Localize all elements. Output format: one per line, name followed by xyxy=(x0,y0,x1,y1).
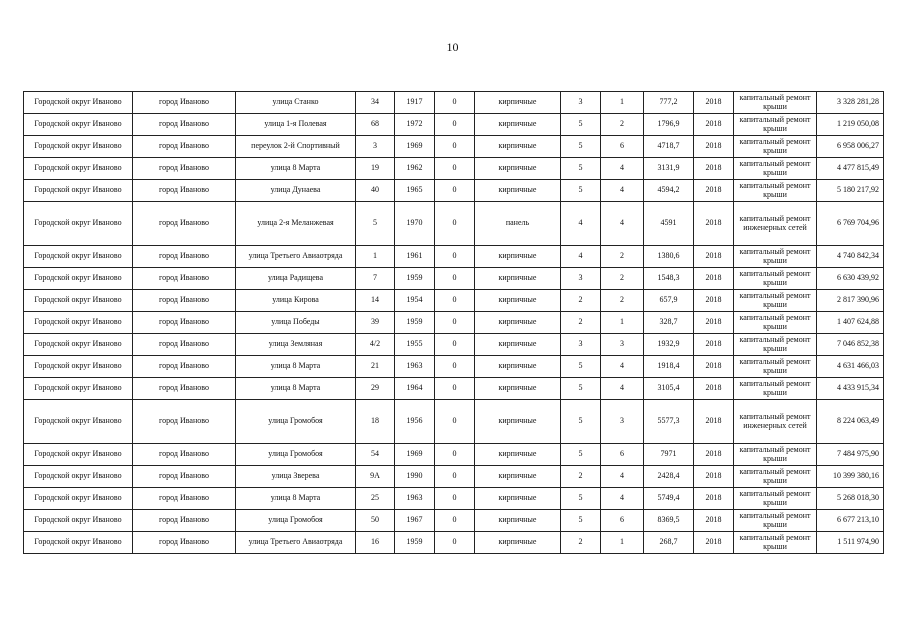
cell-entrances: 4 xyxy=(601,466,644,488)
cell-street: улица Громобоя xyxy=(236,510,356,532)
cell-year-built: 1965 xyxy=(395,180,435,202)
cell-house-number: 54 xyxy=(356,444,395,466)
cell-year-built: 1964 xyxy=(395,378,435,400)
cell-plan-year: 2018 xyxy=(694,466,734,488)
cell-cost: 6 769 704,96 xyxy=(817,202,884,246)
cell-entrances: 4 xyxy=(601,180,644,202)
cell-cost: 5 268 018,30 xyxy=(817,488,884,510)
cell-street: улица Громобоя xyxy=(236,444,356,466)
cell-settlement: город Иваново xyxy=(133,136,236,158)
cell-plan-year: 2018 xyxy=(694,290,734,312)
cell-wall-material: кирпичные xyxy=(475,180,561,202)
table-row xyxy=(24,158,884,180)
cell-area: 5749,4 xyxy=(644,488,694,510)
cell-settlement: город Иваново xyxy=(133,510,236,532)
cell-municipality: Городской округ Иваново xyxy=(24,136,133,158)
cell-cost: 4 433 915,34 xyxy=(817,378,884,400)
cell-work-type: капитальный ремонт крыши xyxy=(734,378,817,400)
cell-house-number: 68 xyxy=(356,114,395,136)
cell-plan-year: 2018 xyxy=(694,92,734,114)
cell-floors: 5 xyxy=(561,488,601,510)
cell-entrances: 4 xyxy=(601,158,644,180)
cell-floors: 2 xyxy=(561,532,601,554)
cell-plan-year: 2018 xyxy=(694,334,734,356)
cell-street: улица 1-я Полевая xyxy=(236,114,356,136)
table-row xyxy=(24,356,884,378)
cell-area: 1932,9 xyxy=(644,334,694,356)
cell-street: переулок 2-й Спортивный xyxy=(236,136,356,158)
cell-house-number: 7 xyxy=(356,268,395,290)
table-body xyxy=(24,92,884,554)
cell-settlement: город Иваново xyxy=(133,180,236,202)
cell-work-type: капитальный ремонт крыши xyxy=(734,466,817,488)
cell-plan-year: 2018 xyxy=(694,378,734,400)
cell-municipality: Городской округ Иваново xyxy=(24,466,133,488)
cell-wall-material: кирпичные xyxy=(475,488,561,510)
cell-floors: 2 xyxy=(561,312,601,334)
cell-year-built: 1962 xyxy=(395,158,435,180)
cell-entrances: 4 xyxy=(601,488,644,510)
cell-work-type: капитальный ремонт инженерных сетей xyxy=(734,400,817,444)
cell-year-overhaul: 0 xyxy=(435,136,475,158)
cell-plan-year: 2018 xyxy=(694,158,734,180)
cell-year-overhaul: 0 xyxy=(435,268,475,290)
table-row xyxy=(24,510,884,532)
cell-work-type: капитальный ремонт крыши xyxy=(734,334,817,356)
cell-plan-year: 2018 xyxy=(694,268,734,290)
cell-municipality: Городской округ Иваново xyxy=(24,510,133,532)
cell-house-number: 34 xyxy=(356,92,395,114)
cell-settlement: город Иваново xyxy=(133,268,236,290)
cell-municipality: Городской округ Иваново xyxy=(24,158,133,180)
cell-municipality: Городской округ Иваново xyxy=(24,246,133,268)
cell-cost: 5 180 217,92 xyxy=(817,180,884,202)
cell-year-built: 1969 xyxy=(395,444,435,466)
cell-area: 1548,3 xyxy=(644,268,694,290)
cell-municipality: Городской округ Иваново xyxy=(24,334,133,356)
cell-area: 2428,4 xyxy=(644,466,694,488)
cell-cost: 6 958 006,27 xyxy=(817,136,884,158)
cell-wall-material: кирпичные xyxy=(475,312,561,334)
cell-wall-material: кирпичные xyxy=(475,444,561,466)
cell-street: улица Зверева xyxy=(236,466,356,488)
cell-year-overhaul: 0 xyxy=(435,334,475,356)
cell-municipality: Городской округ Иваново xyxy=(24,268,133,290)
cell-cost: 8 224 063,49 xyxy=(817,400,884,444)
cell-year-overhaul: 0 xyxy=(435,92,475,114)
table-row xyxy=(24,532,884,554)
cell-cost: 4 631 466,03 xyxy=(817,356,884,378)
cell-plan-year: 2018 xyxy=(694,510,734,532)
cell-year-built: 1963 xyxy=(395,356,435,378)
cell-entrances: 4 xyxy=(601,356,644,378)
cell-year-overhaul: 0 xyxy=(435,246,475,268)
cell-cost: 6 630 439,92 xyxy=(817,268,884,290)
cell-plan-year: 2018 xyxy=(694,136,734,158)
table-row xyxy=(24,246,884,268)
cell-plan-year: 2018 xyxy=(694,202,734,246)
cell-year-built: 1954 xyxy=(395,290,435,312)
cell-settlement: город Иваново xyxy=(133,532,236,554)
cell-cost: 1 407 624,88 xyxy=(817,312,884,334)
cell-wall-material: кирпичные xyxy=(475,378,561,400)
cell-house-number: 50 xyxy=(356,510,395,532)
cell-settlement: город Иваново xyxy=(133,158,236,180)
cell-settlement: город Иваново xyxy=(133,488,236,510)
cell-municipality: Городской округ Иваново xyxy=(24,290,133,312)
cell-floors: 5 xyxy=(561,444,601,466)
cell-year-built: 1956 xyxy=(395,400,435,444)
cell-year-overhaul: 0 xyxy=(435,114,475,136)
cell-street: улица Громобоя xyxy=(236,400,356,444)
cell-year-built: 1961 xyxy=(395,246,435,268)
page-number: 10 xyxy=(446,40,459,54)
cell-year-overhaul: 0 xyxy=(435,510,475,532)
cell-floors: 2 xyxy=(561,466,601,488)
cell-cost: 10 399 380,16 xyxy=(817,466,884,488)
cell-year-built: 1967 xyxy=(395,510,435,532)
cell-year-overhaul: 0 xyxy=(435,356,475,378)
cell-year-overhaul: 0 xyxy=(435,488,475,510)
cell-settlement: город Иваново xyxy=(133,444,236,466)
cell-municipality: Городской округ Иваново xyxy=(24,356,133,378)
cell-house-number: 1 xyxy=(356,246,395,268)
cell-year-overhaul: 0 xyxy=(435,158,475,180)
cell-year-built: 1959 xyxy=(395,532,435,554)
cell-cost: 2 817 390,96 xyxy=(817,290,884,312)
cell-settlement: город Иваново xyxy=(133,92,236,114)
cell-entrances: 4 xyxy=(601,202,644,246)
cell-year-overhaul: 0 xyxy=(435,290,475,312)
table-row xyxy=(24,444,884,466)
cell-municipality: Городской округ Иваново xyxy=(24,532,133,554)
cell-municipality: Городской округ Иваново xyxy=(24,488,133,510)
cell-floors: 2 xyxy=(561,290,601,312)
cell-work-type: капитальный ремонт крыши xyxy=(734,268,817,290)
cell-area: 4718,7 xyxy=(644,136,694,158)
housing-repair-table xyxy=(23,91,884,554)
cell-area: 4591 xyxy=(644,202,694,246)
cell-area: 328,7 xyxy=(644,312,694,334)
cell-cost: 7 484 975,90 xyxy=(817,444,884,466)
cell-work-type: капитальный ремонт крыши xyxy=(734,312,817,334)
cell-street: улица Станко xyxy=(236,92,356,114)
cell-area: 268,7 xyxy=(644,532,694,554)
cell-cost: 4 477 815,49 xyxy=(817,158,884,180)
cell-municipality: Городской округ Иваново xyxy=(24,180,133,202)
cell-wall-material: кирпичные xyxy=(475,356,561,378)
cell-cost: 3 328 281,28 xyxy=(817,92,884,114)
cell-area: 5577,3 xyxy=(644,400,694,444)
cell-entrances: 1 xyxy=(601,532,644,554)
cell-work-type: капитальный ремонт крыши xyxy=(734,246,817,268)
cell-settlement: город Иваново xyxy=(133,114,236,136)
cell-entrances: 2 xyxy=(601,114,644,136)
table-row xyxy=(24,290,884,312)
cell-street: улица 8 Марта xyxy=(236,378,356,400)
cell-year-built: 1963 xyxy=(395,488,435,510)
cell-entrances: 4 xyxy=(601,378,644,400)
cell-area: 777,2 xyxy=(644,92,694,114)
cell-floors: 3 xyxy=(561,334,601,356)
cell-house-number: 4/2 xyxy=(356,334,395,356)
cell-cost: 1 219 050,08 xyxy=(817,114,884,136)
cell-year-overhaul: 0 xyxy=(435,444,475,466)
cell-year-built: 1959 xyxy=(395,268,435,290)
table-row xyxy=(24,488,884,510)
cell-street: улица 2-я Меланжевая xyxy=(236,202,356,246)
cell-wall-material: кирпичные xyxy=(475,510,561,532)
cell-area: 3105,4 xyxy=(644,378,694,400)
cell-cost: 1 511 974,90 xyxy=(817,532,884,554)
cell-street: улица Земляная xyxy=(236,334,356,356)
cell-floors: 5 xyxy=(561,114,601,136)
cell-year-built: 1972 xyxy=(395,114,435,136)
cell-year-overhaul: 0 xyxy=(435,532,475,554)
cell-wall-material: кирпичные xyxy=(475,400,561,444)
table-row xyxy=(24,136,884,158)
table-row xyxy=(24,268,884,290)
cell-cost: 6 677 213,10 xyxy=(817,510,884,532)
cell-entrances: 2 xyxy=(601,246,644,268)
table-row xyxy=(24,334,884,356)
cell-area: 4594,2 xyxy=(644,180,694,202)
table-row xyxy=(24,466,884,488)
cell-wall-material: кирпичные xyxy=(475,114,561,136)
cell-year-built: 1917 xyxy=(395,92,435,114)
cell-work-type: капитальный ремонт крыши xyxy=(734,92,817,114)
cell-year-overhaul: 0 xyxy=(435,180,475,202)
cell-floors: 4 xyxy=(561,202,601,246)
cell-work-type: капитальный ремонт крыши xyxy=(734,180,817,202)
cell-floors: 3 xyxy=(561,268,601,290)
cell-municipality: Городской округ Иваново xyxy=(24,378,133,400)
cell-area: 8369,5 xyxy=(644,510,694,532)
cell-entrances: 6 xyxy=(601,136,644,158)
cell-wall-material: кирпичные xyxy=(475,246,561,268)
cell-wall-material: кирпичные xyxy=(475,466,561,488)
cell-wall-material: кирпичные xyxy=(475,290,561,312)
cell-floors: 5 xyxy=(561,136,601,158)
cell-area: 7971 xyxy=(644,444,694,466)
cell-work-type: капитальный ремонт крыши xyxy=(734,444,817,466)
cell-plan-year: 2018 xyxy=(694,400,734,444)
cell-house-number: 21 xyxy=(356,356,395,378)
cell-street: улица Радищева xyxy=(236,268,356,290)
cell-year-overhaul: 0 xyxy=(435,312,475,334)
cell-municipality: Городской округ Иваново xyxy=(24,444,133,466)
cell-wall-material: панель xyxy=(475,202,561,246)
cell-entrances: 6 xyxy=(601,510,644,532)
cell-work-type: капитальный ремонт крыши xyxy=(734,158,817,180)
cell-area: 1380,6 xyxy=(644,246,694,268)
cell-year-overhaul: 0 xyxy=(435,466,475,488)
table-row xyxy=(24,312,884,334)
cell-street: улица Третьего Авиаотряда xyxy=(236,532,356,554)
cell-wall-material: кирпичные xyxy=(475,268,561,290)
cell-entrances: 3 xyxy=(601,334,644,356)
cell-settlement: город Иваново xyxy=(133,202,236,246)
cell-cost: 7 046 852,38 xyxy=(817,334,884,356)
cell-plan-year: 2018 xyxy=(694,444,734,466)
cell-plan-year: 2018 xyxy=(694,246,734,268)
cell-street: улица 8 Марта xyxy=(236,356,356,378)
cell-year-built: 1955 xyxy=(395,334,435,356)
cell-area: 1918,4 xyxy=(644,356,694,378)
cell-area: 657,9 xyxy=(644,290,694,312)
cell-area: 1796,9 xyxy=(644,114,694,136)
cell-settlement: город Иваново xyxy=(133,290,236,312)
cell-municipality: Городской округ Иваново xyxy=(24,202,133,246)
cell-year-overhaul: 0 xyxy=(435,378,475,400)
cell-municipality: Городской округ Иваново xyxy=(24,312,133,334)
cell-entrances: 6 xyxy=(601,444,644,466)
cell-house-number: 29 xyxy=(356,378,395,400)
cell-house-number: 39 xyxy=(356,312,395,334)
cell-wall-material: кирпичные xyxy=(475,136,561,158)
cell-work-type: капитальный ремонт крыши xyxy=(734,532,817,554)
cell-street: улица Победы xyxy=(236,312,356,334)
cell-floors: 5 xyxy=(561,378,601,400)
cell-plan-year: 2018 xyxy=(694,532,734,554)
cell-year-overhaul: 0 xyxy=(435,400,475,444)
cell-municipality: Городской округ Иваново xyxy=(24,400,133,444)
cell-work-type: капитальный ремонт инженерных сетей xyxy=(734,202,817,246)
cell-work-type: капитальный ремонт крыши xyxy=(734,114,817,136)
cell-floors: 4 xyxy=(561,246,601,268)
cell-wall-material: кирпичные xyxy=(475,158,561,180)
cell-entrances: 3 xyxy=(601,400,644,444)
cell-street: улица Кирова xyxy=(236,290,356,312)
cell-street: улица Третьего Авиаотряда xyxy=(236,246,356,268)
cell-house-number: 18 xyxy=(356,400,395,444)
table-row xyxy=(24,202,884,246)
table-row xyxy=(24,378,884,400)
cell-work-type: капитальный ремонт крыши xyxy=(734,488,817,510)
cell-entrances: 2 xyxy=(601,290,644,312)
cell-wall-material: кирпичные xyxy=(475,532,561,554)
cell-house-number: 14 xyxy=(356,290,395,312)
cell-house-number: 9А xyxy=(356,466,395,488)
cell-year-built: 1970 xyxy=(395,202,435,246)
cell-house-number: 40 xyxy=(356,180,395,202)
cell-work-type: капитальный ремонт крыши xyxy=(734,136,817,158)
table-row xyxy=(24,114,884,136)
cell-work-type: капитальный ремонт крыши xyxy=(734,510,817,532)
cell-settlement: город Иваново xyxy=(133,400,236,444)
cell-house-number: 5 xyxy=(356,202,395,246)
cell-entrances: 1 xyxy=(601,92,644,114)
cell-plan-year: 2018 xyxy=(694,312,734,334)
cell-floors: 3 xyxy=(561,92,601,114)
cell-house-number: 16 xyxy=(356,532,395,554)
cell-municipality: Городской округ Иваново xyxy=(24,92,133,114)
cell-house-number: 19 xyxy=(356,158,395,180)
cell-year-overhaul: 0 xyxy=(435,202,475,246)
cell-house-number: 25 xyxy=(356,488,395,510)
cell-wall-material: кирпичные xyxy=(475,334,561,356)
cell-plan-year: 2018 xyxy=(694,488,734,510)
cell-settlement: город Иваново xyxy=(133,356,236,378)
cell-cost: 4 740 842,34 xyxy=(817,246,884,268)
cell-year-built: 1969 xyxy=(395,136,435,158)
cell-floors: 5 xyxy=(561,400,601,444)
table-row xyxy=(24,180,884,202)
cell-settlement: город Иваново xyxy=(133,378,236,400)
cell-settlement: город Иваново xyxy=(133,466,236,488)
cell-year-built: 1959 xyxy=(395,312,435,334)
cell-plan-year: 2018 xyxy=(694,356,734,378)
cell-settlement: город Иваново xyxy=(133,312,236,334)
table-row xyxy=(24,92,884,114)
cell-street: улица Дунаева xyxy=(236,180,356,202)
cell-entrances: 1 xyxy=(601,312,644,334)
cell-floors: 5 xyxy=(561,158,601,180)
cell-street: улица 8 Марта xyxy=(236,158,356,180)
cell-year-built: 1990 xyxy=(395,466,435,488)
cell-house-number: 3 xyxy=(356,136,395,158)
cell-area: 3131,9 xyxy=(644,158,694,180)
cell-wall-material: кирпичные xyxy=(475,92,561,114)
cell-plan-year: 2018 xyxy=(694,180,734,202)
cell-street: улица 8 Марта xyxy=(236,488,356,510)
cell-floors: 5 xyxy=(561,356,601,378)
cell-settlement: город Иваново xyxy=(133,246,236,268)
cell-work-type: капитальный ремонт крыши xyxy=(734,290,817,312)
cell-settlement: город Иваново xyxy=(133,334,236,356)
cell-work-type: капитальный ремонт крыши xyxy=(734,356,817,378)
cell-floors: 5 xyxy=(561,180,601,202)
cell-plan-year: 2018 xyxy=(694,114,734,136)
cell-entrances: 2 xyxy=(601,268,644,290)
table-row xyxy=(24,400,884,444)
cell-floors: 5 xyxy=(561,510,601,532)
cell-municipality: Городской округ Иваново xyxy=(24,114,133,136)
